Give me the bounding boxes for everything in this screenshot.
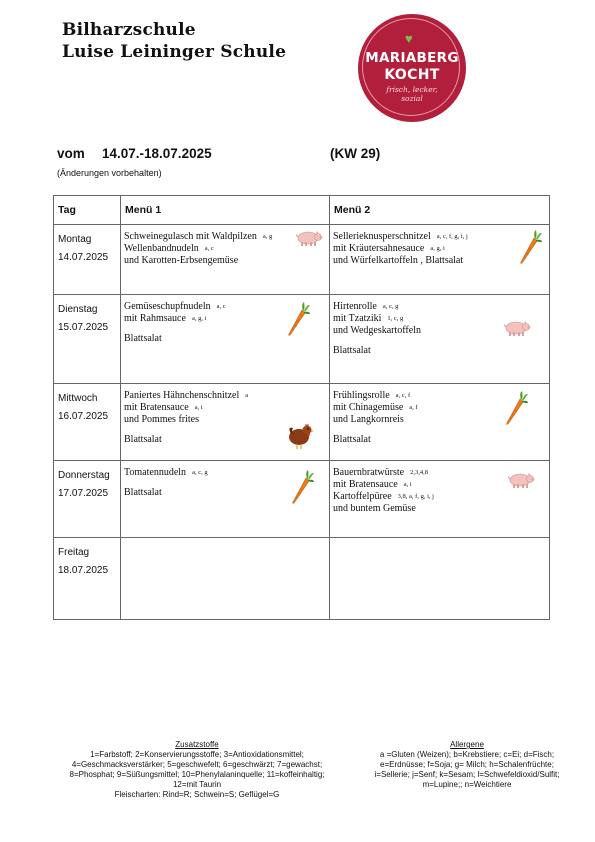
zusatzstoffe-title: Zusatzstoffe (175, 740, 219, 749)
dish-line (333, 434, 549, 446)
calendar-week: (KW 29) (330, 146, 381, 161)
menu1-cell (121, 225, 330, 295)
logo-text-line1: MARIABERG (365, 50, 459, 66)
allergen-codes: a, c, f (395, 392, 411, 399)
day-name: Freitag (58, 547, 90, 558)
dish-line (333, 503, 549, 515)
day-name: Donnerstag (58, 470, 110, 481)
zusatzstoffe-line: 8=Phosphat; 9=Süßungsmittel; 10=Phenylalaninquelle; 11=koffeinhaltig; (69, 770, 325, 779)
zusatzstoffe-line: 1=Farbstoff; 2=Konservierungsstoffe; 3=Antioxidationsmittel; (90, 750, 304, 759)
table-header-row (54, 196, 550, 225)
allergen-codes: a, f (409, 404, 418, 411)
dish-text: Blattsalat (124, 434, 162, 445)
dish-text: Wellenbandnudeln (124, 243, 199, 254)
school-name-2: Luise Leininger Schule (62, 42, 287, 62)
zusatzstoffe-line: 4=Geschmacksverstärker; 5=geschwefelt; 6=geschwärzt; 7=gewachst; (71, 760, 323, 769)
vom-label: vom (57, 146, 85, 161)
zusatzstoffe-line: Fleischarten: Rind=R; Schwein=S; Geflügel=G (114, 790, 280, 799)
allergen-codes: a, c, g (192, 469, 208, 476)
day-date: 15.07.2025 (58, 322, 109, 333)
dish-text: Blattsalat (124, 487, 162, 498)
dish-description (121, 538, 329, 544)
day-date: 16.07.2025 (58, 411, 109, 422)
allergen-codes: a, i (403, 481, 412, 488)
allergene-line: m=Lupine;; n=Weichtiere (422, 780, 512, 789)
dish-text: mit Bratensauce (333, 479, 398, 490)
menu2-cell (330, 538, 550, 620)
dish-text: mit Bratensauce (124, 402, 189, 413)
dish-text: Schweinegulasch mit Waldpilzen (124, 231, 257, 242)
pig-icon (295, 229, 323, 252)
header-tag: Tag (54, 196, 121, 225)
day-cell (54, 384, 121, 461)
dish-text: mit Tzatziki (333, 313, 382, 324)
allergen-codes: a, g (262, 233, 273, 240)
dish-line (124, 402, 329, 414)
allergen-codes: 3,8, a, f, g, i, j (397, 493, 434, 500)
menu2-cell (330, 461, 550, 538)
dish-line (333, 301, 549, 313)
table-row (54, 384, 550, 461)
menu-table (53, 195, 550, 620)
allergen-codes: a, i (194, 404, 203, 411)
allergene-line: e=Erdnüsse; f=Soja; g= Milch; h=Schalenfrüchte; (380, 760, 554, 769)
pig-icon (507, 471, 535, 494)
day-cell (54, 295, 121, 384)
table-row (54, 225, 550, 295)
allergen-codes: 2,3,4,8 (410, 469, 428, 476)
table-row (54, 538, 550, 620)
menu2-cell (330, 384, 550, 461)
day-cell (54, 225, 121, 295)
dish-line (124, 390, 329, 402)
dish-text: Gemüseschupfnudeln (124, 301, 211, 312)
carrot-icon (517, 229, 543, 270)
dish-line (333, 345, 549, 357)
allergen-codes: a, c (204, 245, 214, 252)
day-date: 17.07.2025 (58, 488, 109, 499)
dish-text: Blattsalat (124, 333, 162, 344)
day-name: Mittwoch (58, 393, 98, 404)
menu1-cell (121, 384, 330, 461)
header-menu1: Menü 1 (121, 196, 330, 225)
dish-text: und Würfelkartoffeln , Blattsalat (333, 255, 464, 266)
allergen-codes: a, g, i (430, 245, 445, 252)
dish-text: Kartoffelpüree (333, 491, 392, 502)
carrot-icon (289, 469, 315, 510)
carrot-icon (285, 301, 311, 342)
dish-text: mit Kräutersahnesauce (333, 243, 425, 254)
day-name: Dienstag (58, 304, 98, 315)
dish-text: Paniertes Hähnchenschnitzel (124, 390, 240, 401)
allergen-codes: a, c (216, 303, 226, 310)
menu1-cell (121, 461, 330, 538)
heart-icon: ♥ (405, 31, 413, 46)
dish-text: mit Rahmsauce (124, 313, 186, 324)
day-name: Montag (58, 234, 92, 245)
dish-text: und Karotten-Erbsengemüse (124, 255, 239, 266)
dish-line (124, 255, 329, 267)
chicken-icon (285, 422, 315, 455)
allergene-line: i=Sellerie; j=Senf; k=Sesam; l=Schwefeldioxid/Sulfit; (374, 770, 560, 779)
date-range: 14.07.-18.07.2025 (102, 146, 212, 161)
menu1-cell (121, 538, 330, 620)
menu2-cell (330, 295, 550, 384)
allergene-line: a =Gluten (Weizen); b=Krebstiere; c=Ei; d=Fisch; (379, 750, 555, 759)
table-row (54, 295, 550, 384)
header-menu2: Menü 2 (330, 196, 550, 225)
menu2-cell (330, 225, 550, 295)
allergen-codes: a, g, i (191, 315, 207, 322)
dish-text: und Langkornreis (333, 414, 404, 425)
allergen-codes: a, c, f, g, i, j (436, 233, 468, 240)
dish-text: Tomatennudeln (124, 467, 187, 478)
day-cell (54, 461, 121, 538)
menu1-cell (121, 295, 330, 384)
dish-text: Blattsalat (333, 345, 371, 356)
table-row (54, 461, 550, 538)
day-date: 14.07.2025 (58, 252, 109, 263)
pig-icon (503, 319, 531, 342)
zusatzstoffe-legend (62, 740, 332, 800)
dish-text: mit Chinagemüse (333, 402, 404, 413)
dish-text: Hirtenrolle (333, 301, 377, 312)
day-date: 18.07.2025 (58, 565, 109, 576)
allergen-codes: 1, c, g (387, 315, 404, 322)
zusatzstoffe-line: 12=mit Taurin (172, 780, 222, 789)
allergen-codes: a (245, 392, 249, 399)
changes-note: (Änderungen vorbehalten) (57, 168, 162, 178)
day-cell (54, 538, 121, 620)
dish-text: Blattsalat (333, 434, 371, 445)
dish-description (330, 538, 549, 544)
school-name-1: Bilharzschule (62, 20, 196, 40)
logo-text-line2: KOCHT (384, 67, 440, 83)
dish-text: Frühlingsrolle (333, 390, 390, 401)
dish-text: Bauernbratwürste (333, 467, 405, 478)
logo-slogan: frisch, lecker, sozial (386, 85, 438, 103)
dish-text: und Wedgeskartoffeln (333, 325, 421, 336)
mariaberg-logo (358, 14, 466, 122)
dish-text: Sellerieknusperschnitzel (333, 231, 431, 242)
dish-text: und buntem Gemüse (333, 503, 416, 514)
carrot-icon (503, 390, 529, 431)
dish-text: und Pommes frites (124, 414, 199, 425)
allergene-legend (362, 740, 572, 790)
allergene-title: Allergene (450, 740, 484, 749)
allergen-codes: a, c, g (382, 303, 399, 310)
